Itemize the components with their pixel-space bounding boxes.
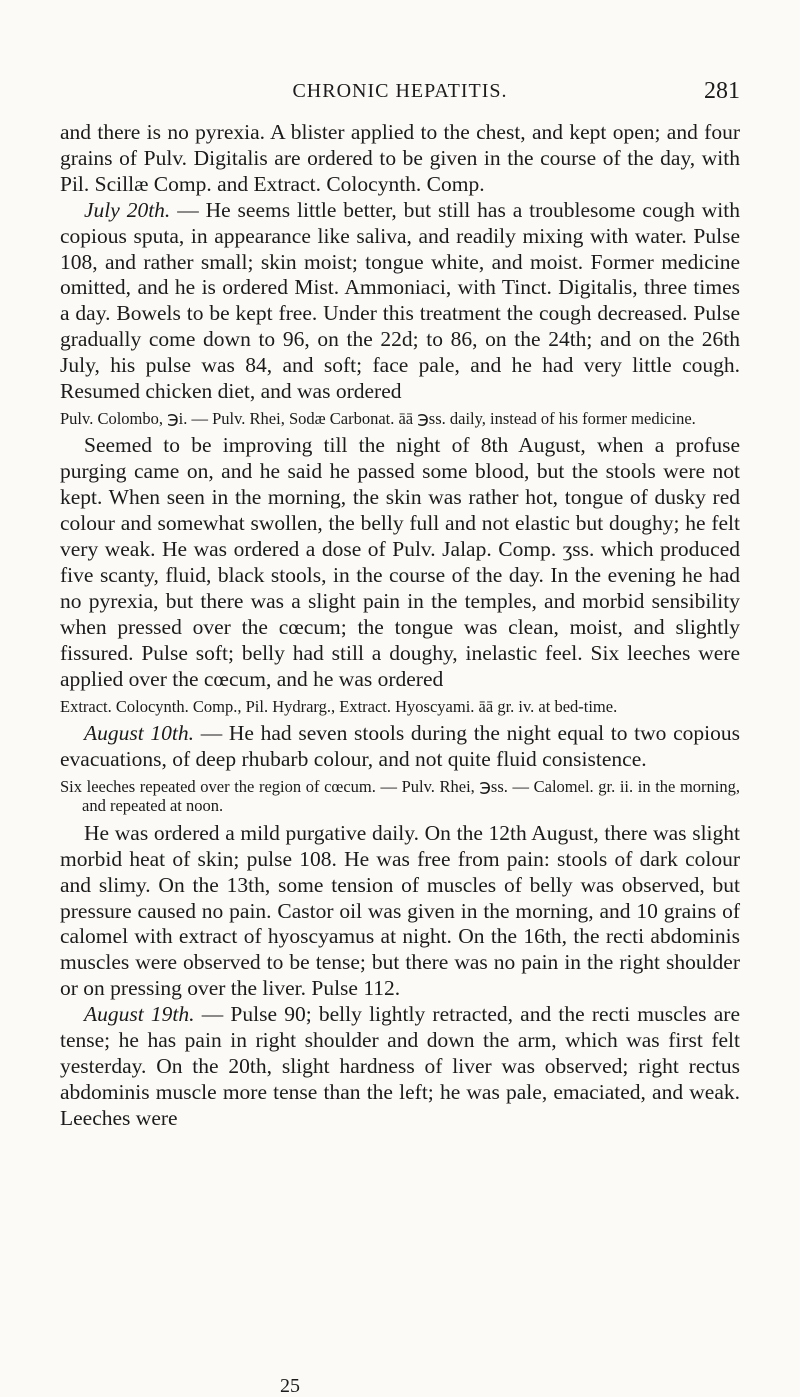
running-title: CHRONIC HEPATITIS. — [292, 80, 508, 102]
paragraph-text: — He seems little better, but still has a troublesome cough with copious sputa, in appearance like saliva, and readily mixing with water. Pulse 108, and rather small; skin moist; tongue white, and moist. Former medicine omitted, and he is ordered Mist. Ammoniaci, with Tinct. Digitalis, three times a day. Bowels to be kept free. Under this treatment the cough decreased. Pulse gradually come down to 96, on the 22d; to 86, on the 24th; and on the 26th July, his pulse was 84, and soft; face pale, and he had very little cough. Resumed chicken diet, and was ordered — [60, 197, 740, 404]
body-paragraph — [60, 198, 740, 405]
prescription-paragraph — [60, 697, 740, 717]
prescription-paragraph — [60, 777, 740, 816]
paragraph-text: Extract. Colocynth. Comp., Pil. Hydrarg., Extract. Hyoscyami. āā gr. iv. at bed-time. — [60, 696, 618, 716]
paragraph-text: — He had seven stools during the night equal to two copious evacuations, of deep rhubarb colour, and not quite fluid consistence. — [60, 721, 740, 771]
body-paragraph — [60, 120, 740, 198]
paragraph-text: He was ordered a mild purgative daily. On the 12th August, there was slight morbid heat of skin; pulse 108. He was free from pain: stools of dark colour and slimy. On the 13th, some tension of muscles of belly was observed, but pressure caused no pain. Castor oil was given in the morning, and 10 grains of calomel with extract of hyoscyamus at night. On the 16th, the recti abdominis muscles were observed to be tense; but there was no pain in the right shoulder or on pressing over the liver. Pulse 112. — [60, 820, 740, 1001]
paragraph-text: and there is no pyrexia. A blister applied to the chest, and kept open; and four grains of Pulv. Digitalis are ordered to be given in the course of the day, with Pil. Scillæ Comp. and Extract. Colocynth. Comp. — [60, 120, 740, 196]
paragraph-text: Six leeches repeated over the region of cœcum. — Pulv. Rhei, ℈ss. — Calomel. gr. ii. in the morning, and repeated at noon. — [60, 776, 740, 816]
body-paragraph — [60, 433, 740, 692]
body-paragraph — [60, 821, 740, 1002]
date-heading: July 20th. — [84, 197, 171, 222]
body-text — [60, 120, 740, 1132]
body-paragraph — [60, 1002, 740, 1132]
page-number: 281 — [704, 78, 740, 104]
prescription-paragraph — [60, 409, 740, 429]
body-paragraph — [60, 721, 740, 773]
signature-mark: 25 — [280, 1375, 300, 1397]
running-head — [60, 78, 740, 108]
paragraph-text: Pulv. Colombo, ℈i. — Pulv. Rhei, Sodæ Carbonat. āā ℈ss. daily, instead of his former medicine. — [60, 408, 696, 428]
date-heading: August 19th. — [84, 1002, 195, 1027]
paragraph-text: — Pulse 90; belly lightly retracted, and the recti muscles are tense; he has pain in right shoulder and down the arm, which was first felt yesterday. On the 20th, slight hardness of liver was observed; right rectus abdominis muscle more tense than the left; he was pale, emaciated, and weak. Leeches were — [60, 1002, 740, 1130]
paragraph-text: Seemed to be improving till the night of 8th August, when a profuse purging came on, and he said he passed some blood, but the stools were not kept. When seen in the morning, the skin was rather hot, tongue of dusky red colour and somewhat swollen, the belly full and not elastic but doughy; he felt very weak. He was ordered a dose of Pulv. Jalap. Comp. ʒss. which produced five scanty, fluid, black stools, in the course of the day. In the evening he had no pyrexia, but there was a slight pain in the temples, and morbid sensibility when pressed over the cœcum; the tongue was clean, moist, and slightly fissured. Pulse soft; belly had still a doughy, inelastic feel. Six leeches were applied over the cœcum, and he was ordered — [60, 433, 740, 691]
date-heading: August 10th. — [84, 721, 195, 746]
